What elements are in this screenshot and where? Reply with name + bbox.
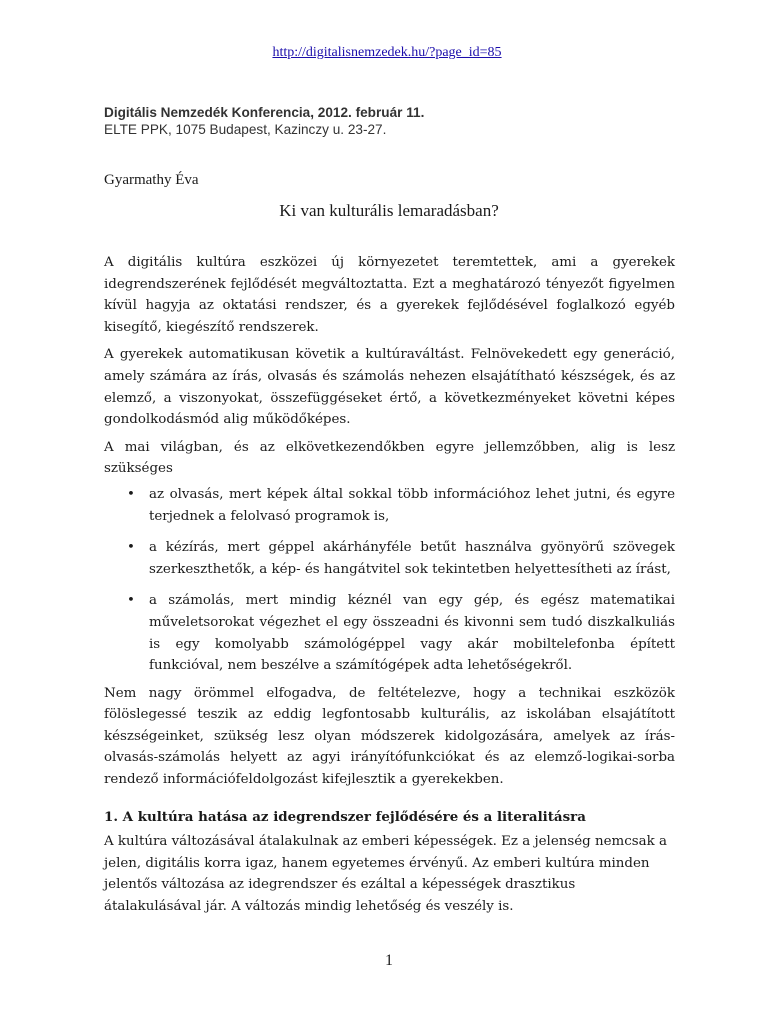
page-number: 1 — [385, 952, 393, 969]
section-paragraph: A kultúra változásával átalakulnak az emberi képességek. Ez a jelenség nemcsak a jelen, digitális korra igaz, hanem egyetemes érvényű. Az emberi kultúra minden jelentős változása az idegrendszer és ezáltal a képességek drasztikus átalakulásával jár. A változás mindig lehetőség és veszély is. — [104, 834, 667, 915]
section-heading: 1. A kultúra hatása az idegrendszer fejlődésére és a literalitásra — [104, 808, 586, 825]
list-item-text: a kézírás, mert géppel akárhányféle betűt használva gyönyörű szövegek szerkeszthetők, a kép- és hangátvitel sok tekintetben helyettesítheti az írást, — [149, 540, 675, 577]
body-text — [104, 252, 675, 924]
bullet-icon: • — [127, 486, 135, 502]
list-item — [127, 590, 675, 676]
conference-info — [104, 104, 424, 138]
paragraph: A digitális kultúra eszközei új környezetet teremtettek, ami a gyerekek idegrendszerének fejlődését megváltoztatta. Ezt a meghatározó tényezőt figyelmen kívül hagyja az oktatási rendszer, és a gyerekek fejlődésével foglalkozó egyéb kisegítő, kiegészítő rendszerek. — [104, 255, 675, 335]
source-url-link[interactable]: http://digitalisnemzedek.hu/?page_id=85 — [272, 45, 502, 60]
paragraph: A mai világban, és az elkövetkezendőkben egyre jellemzőbben, alig is lesz szükséges — [104, 439, 675, 477]
list-item-text: a számolás, mert mindig kéznél van egy gép, és egész matematikai műveletsorokat végezhet el egy összeadni és kivonni sem tudó diszkalkuliás is egy komolyabb számológéppel vagy akár mobiltelefonba épített funkcióval, nem beszélve a számítógépek adta lehetőségekről. — [149, 593, 675, 674]
conference-location: ELTE PPK, 1075 Budapest, Kazinczy u. 23-27. — [104, 122, 387, 137]
list-item — [127, 537, 675, 580]
author-name: Gyarmathy Éva — [104, 172, 199, 188]
bullet-icon: • — [127, 593, 135, 609]
list-item — [127, 484, 675, 527]
bullet-icon: • — [127, 540, 135, 556]
bullet-list — [104, 484, 675, 677]
list-item-text: az olvasás, mert képek által sokkal több információhoz lehet jutni, és egyre terjednek a felolvasó programok is, — [149, 486, 675, 524]
conference-title: Digitális Nemzedék Konferencia, 2012. február 11. — [104, 105, 425, 120]
paragraph: Nem nagy örömmel elfogadva, de feltételezve, hogy a technikai eszközök fölöslegessé teszik az eddig legfontosabb kulturális, az iskolában elsajátított készségeinket, szükség lesz olyan módszerek kidolgozására, amelyek az írás-olvasás-számolás helyett az agyi irányítófunkciókat és az elemző-logikai-sorba rendező információfeldolgozást kifejlesztik a gyerekekben. — [104, 685, 675, 788]
document-title: Ki van kulturális lemaradásban? — [279, 201, 499, 220]
paragraph: A gyerekek automatikusan követik a kultúraváltást. Felnövekedett egy generáció, amely számára az írás, olvasás és számolás nehezen elsajátítható készségek, és az elemző, a viszonyokat, összefüggéseket értő, a következményeket követni képes gondolkodásmód alig működőképes. — [104, 347, 675, 428]
